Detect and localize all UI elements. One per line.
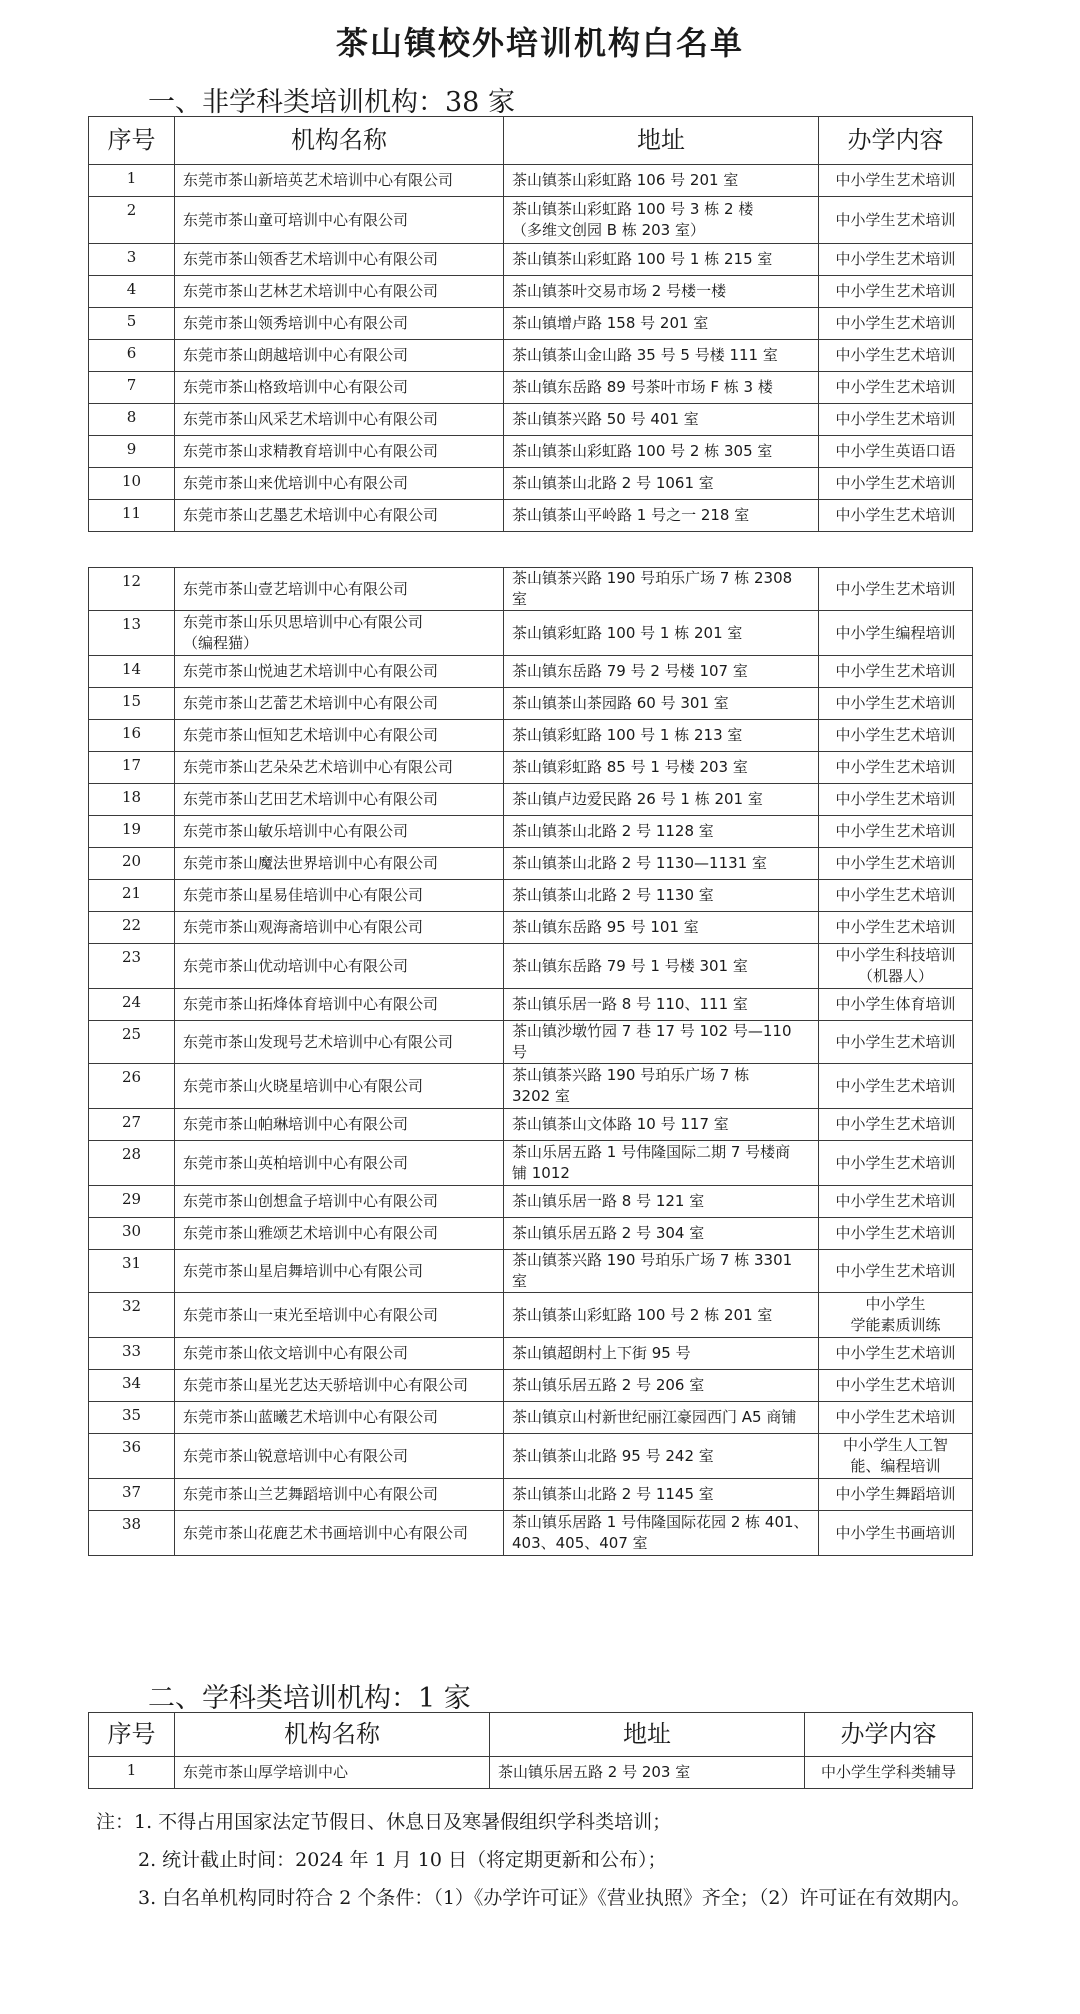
row-index: 38 xyxy=(89,1511,175,1556)
row-index: 27 xyxy=(89,1109,175,1141)
row-index: 19 xyxy=(89,816,175,848)
row-index: 1 xyxy=(89,1757,175,1789)
org-content: 中小学生艺术培训 xyxy=(819,1250,973,1293)
org-name: 东莞市茶山艺朵朵艺术培训中心有限公司 xyxy=(175,752,504,784)
org-name: 东莞市茶山帕琳培训中心有限公司 xyxy=(175,1109,504,1141)
header-address: 地址 xyxy=(490,1713,805,1757)
org-address: 茶山镇茶山文体路 10 号 117 室 xyxy=(504,1109,819,1141)
row-index: 16 xyxy=(89,720,175,752)
org-address: 茶山镇茶山北路 2 号 1130 室 xyxy=(504,880,819,912)
org-content: 中小学生艺术培训 xyxy=(819,340,973,372)
org-address: 茶山镇茶兴路 190 号珀乐广场 7 栋 3301 室 xyxy=(504,1250,819,1293)
org-address: 茶山镇京山村新世纪丽江豪园西门 A5 商铺 xyxy=(504,1402,819,1434)
org-name: 东莞市茶山领秀培训中心有限公司 xyxy=(175,308,504,340)
org-content: 中小学生艺术培训 xyxy=(819,1141,973,1186)
row-index: 24 xyxy=(89,989,175,1021)
org-name: 东莞市茶山朗越培训中心有限公司 xyxy=(175,340,504,372)
row-index: 9 xyxy=(89,436,175,468)
notes xyxy=(96,1808,986,1922)
table-row xyxy=(89,720,973,752)
row-index: 34 xyxy=(89,1370,175,1402)
org-name: 东莞市茶山拓烽体育培训中心有限公司 xyxy=(175,989,504,1021)
row-index: 5 xyxy=(89,308,175,340)
table-row xyxy=(89,1064,973,1109)
table-row xyxy=(89,276,973,308)
org-address: 茶山镇茶山彩虹路 100 号 3 栋 2 楼 （多维文创园 B 栋 203 室） xyxy=(504,197,819,244)
org-content: 中小学生编程培训 xyxy=(819,611,973,656)
table-row xyxy=(89,1186,973,1218)
org-content: 中小学生艺术培训 xyxy=(819,568,973,611)
table-row xyxy=(89,340,973,372)
org-content: 中小学生艺术培训 xyxy=(819,276,973,308)
org-address: 茶山镇东岳路 79 号 2 号楼 107 室 xyxy=(504,656,819,688)
table-row xyxy=(89,688,973,720)
table-row xyxy=(89,848,973,880)
table-row xyxy=(89,436,973,468)
table-row xyxy=(89,197,973,244)
table-row xyxy=(89,165,973,197)
section2-heading: 二、学科类培训机构：1 家 xyxy=(148,1683,471,1714)
row-index: 20 xyxy=(89,848,175,880)
org-content: 中小学生英语口语 xyxy=(819,436,973,468)
table-row xyxy=(89,752,973,784)
org-content: 中小学生学科类辅导 xyxy=(805,1757,973,1789)
table-row xyxy=(89,1141,973,1186)
org-content: 中小学生艺术培训 xyxy=(819,1021,973,1064)
row-index: 4 xyxy=(89,276,175,308)
org-content: 中小学生艺术培训 xyxy=(819,816,973,848)
row-index: 3 xyxy=(89,244,175,276)
row-index: 8 xyxy=(89,404,175,436)
org-name: 东莞市茶山格致培训中心有限公司 xyxy=(175,372,504,404)
org-address: 茶山镇彩虹路 100 号 1 栋 213 室 xyxy=(504,720,819,752)
org-address: 茶山镇增卢路 158 号 201 室 xyxy=(504,308,819,340)
section1-heading: 一、非学科类培训机构：38 家 xyxy=(148,87,515,118)
org-address: 茶山镇乐居五路 2 号 206 室 xyxy=(504,1370,819,1402)
table-row xyxy=(89,880,973,912)
org-address: 茶山镇东岳路 95 号 101 室 xyxy=(504,912,819,944)
org-name: 东莞市茶山星光艺达天骄培训中心有限公司 xyxy=(175,1370,504,1402)
table-row xyxy=(89,1479,973,1511)
table-row xyxy=(89,1218,973,1250)
org-content: 中小学生艺术培训 xyxy=(819,752,973,784)
org-address: 茶山镇东岳路 89 号茶叶市场 F 栋 3 楼 xyxy=(504,372,819,404)
non-subject-table-part1 xyxy=(88,116,973,532)
row-index: 23 xyxy=(89,944,175,989)
org-content: 中小学生艺术培训 xyxy=(819,1370,973,1402)
org-address: 茶山镇乐居一路 8 号 121 室 xyxy=(504,1186,819,1218)
org-address: 茶山镇超朗村上下街 95 号 xyxy=(504,1338,819,1370)
non-subject-table-part2 xyxy=(88,567,973,1556)
org-content: 中小学生艺术培训 xyxy=(819,308,973,340)
org-name: 东莞市茶山英柏培训中心有限公司 xyxy=(175,1141,504,1186)
row-index: 6 xyxy=(89,340,175,372)
org-content: 中小学生艺术培训 xyxy=(819,500,973,532)
row-index: 11 xyxy=(89,500,175,532)
header-address: 地址 xyxy=(504,117,819,165)
table-row xyxy=(89,468,973,500)
table-row xyxy=(89,1402,973,1434)
org-address: 茶山镇东岳路 79 号 1 号楼 301 室 xyxy=(504,944,819,989)
org-address: 茶山镇茶山茶园路 60 号 301 室 xyxy=(504,688,819,720)
row-index: 10 xyxy=(89,468,175,500)
org-address: 茶山镇乐居五路 2 号 304 室 xyxy=(504,1218,819,1250)
org-address: 茶山乐居五路 1 号伟隆国际二期 7 号楼商 铺 1012 xyxy=(504,1141,819,1186)
org-content: 中小学生艺术培训 xyxy=(819,784,973,816)
org-address: 茶山镇沙墩竹园 7 巷 17 号 102 号—110 号 xyxy=(504,1021,819,1064)
org-content: 中小学生艺术培训 xyxy=(819,720,973,752)
org-name: 东莞市茶山雅颂艺术培训中心有限公司 xyxy=(175,1218,504,1250)
row-index: 21 xyxy=(89,880,175,912)
org-content: 中小学生艺术培训 xyxy=(819,688,973,720)
header-name: 机构名称 xyxy=(175,117,504,165)
org-content: 中小学生艺术培训 xyxy=(819,404,973,436)
table-row xyxy=(89,1757,973,1789)
table-header-row xyxy=(89,1713,973,1757)
table-row xyxy=(89,989,973,1021)
row-index: 7 xyxy=(89,372,175,404)
table-row xyxy=(89,1293,973,1338)
org-content: 中小学生艺术培训 xyxy=(819,244,973,276)
org-address: 茶山镇茶山彩虹路 106 号 201 室 xyxy=(504,165,819,197)
table-row xyxy=(89,244,973,276)
header-index: 序号 xyxy=(89,1713,175,1757)
org-name: 东莞市茶山花鹿艺术书画培训中心有限公司 xyxy=(175,1511,504,1556)
org-content: 中小学生艺术培训 xyxy=(819,1218,973,1250)
table-row xyxy=(89,404,973,436)
org-name: 东莞市茶山艺蕾艺术培训中心有限公司 xyxy=(175,688,504,720)
org-content: 中小学生书画培训 xyxy=(819,1511,973,1556)
org-address: 茶山镇茶山北路 2 号 1128 室 xyxy=(504,816,819,848)
table-row xyxy=(89,816,973,848)
org-name: 东莞市茶山求精教育培训中心有限公司 xyxy=(175,436,504,468)
org-name: 东莞市茶山魔法世界培训中心有限公司 xyxy=(175,848,504,880)
org-name: 东莞市茶山优动培训中心有限公司 xyxy=(175,944,504,989)
row-index: 37 xyxy=(89,1479,175,1511)
org-content: 中小学生艺术培训 xyxy=(819,1109,973,1141)
org-content: 中小学生艺术培训 xyxy=(819,468,973,500)
org-address: 茶山镇茶山北路 2 号 1061 室 xyxy=(504,468,819,500)
table-row xyxy=(89,784,973,816)
table-row xyxy=(89,611,973,656)
table-row xyxy=(89,1109,973,1141)
org-name: 东莞市茶山创想盒子培训中心有限公司 xyxy=(175,1186,504,1218)
table-row xyxy=(89,1021,973,1064)
table-row xyxy=(89,500,973,532)
org-address: 茶山镇卢边爱民路 26 号 1 栋 201 室 xyxy=(504,784,819,816)
row-index: 2 xyxy=(89,197,175,244)
table-row xyxy=(89,568,973,611)
org-address: 茶山镇彩虹路 85 号 1 号楼 203 室 xyxy=(504,752,819,784)
org-content: 中小学生科技培训 （机器人） xyxy=(819,944,973,989)
row-index: 31 xyxy=(89,1250,175,1293)
row-index: 25 xyxy=(89,1021,175,1064)
org-name: 东莞市茶山火晓星培训中心有限公司 xyxy=(175,1064,504,1109)
org-name: 东莞市茶山壹艺培训中心有限公司 xyxy=(175,568,504,611)
header-content: 办学内容 xyxy=(805,1713,973,1757)
org-content: 中小学生舞蹈培训 xyxy=(819,1479,973,1511)
row-index: 36 xyxy=(89,1434,175,1479)
org-name: 东莞市茶山艺林艺术培训中心有限公司 xyxy=(175,276,504,308)
org-name: 东莞市茶山艺田艺术培训中心有限公司 xyxy=(175,784,504,816)
org-address: 茶山镇乐居一路 8 号 110、111 室 xyxy=(504,989,819,1021)
table-row xyxy=(89,1338,973,1370)
table-row xyxy=(89,1434,973,1479)
org-address: 茶山镇茶兴路 50 号 401 室 xyxy=(504,404,819,436)
org-content: 中小学生 学能素质训练 xyxy=(819,1293,973,1338)
row-index: 33 xyxy=(89,1338,175,1370)
org-address: 茶山镇茶兴路 190 号珀乐广场 7 栋 2308 室 xyxy=(504,568,819,611)
org-name: 东莞市茶山敏乐培训中心有限公司 xyxy=(175,816,504,848)
table-header-row xyxy=(89,117,973,165)
org-name: 东莞市茶山一束光至培训中心有限公司 xyxy=(175,1293,504,1338)
row-index: 14 xyxy=(89,656,175,688)
org-address: 茶山镇茶山北路 2 号 1145 室 xyxy=(504,1479,819,1511)
org-content: 中小学生艺术培训 xyxy=(819,848,973,880)
table-row xyxy=(89,944,973,989)
org-name: 东莞市茶山兰艺舞蹈培训中心有限公司 xyxy=(175,1479,504,1511)
org-address: 茶山镇茶山北路 95 号 242 室 xyxy=(504,1434,819,1479)
row-index: 28 xyxy=(89,1141,175,1186)
org-content: 中小学生艺术培训 xyxy=(819,197,973,244)
org-name: 东莞市茶山乐贝思培训中心有限公司 （编程猫） xyxy=(175,611,504,656)
org-address: 茶山镇乐居五路 2 号 203 室 xyxy=(490,1757,805,1789)
org-content: 中小学生艺术培训 xyxy=(819,656,973,688)
row-index: 1 xyxy=(89,165,175,197)
note-1: 注：1. 不得占用国家法定节假日、休息日及寒暑假组织学科类培训； xyxy=(96,1811,672,1833)
row-index: 26 xyxy=(89,1064,175,1109)
org-name: 东莞市茶山悦迪艺术培训中心有限公司 xyxy=(175,656,504,688)
org-content: 中小学生艺术培训 xyxy=(819,1402,973,1434)
org-name: 东莞市茶山星易佳培训中心有限公司 xyxy=(175,880,504,912)
table-row xyxy=(89,308,973,340)
header-content: 办学内容 xyxy=(819,117,973,165)
org-name: 东莞市茶山风采艺术培训中心有限公司 xyxy=(175,404,504,436)
org-address: 茶山镇茶兴路 190 号珀乐广场 7 栋 3202 室 xyxy=(504,1064,819,1109)
org-address: 茶山镇乐居路 1 号伟隆国际花园 2 栋 401、 403、405、407 室 xyxy=(504,1511,819,1556)
org-content: 中小学生艺术培训 xyxy=(819,912,973,944)
table-row xyxy=(89,1511,973,1556)
org-address: 茶山镇茶山平岭路 1 号之一 218 室 xyxy=(504,500,819,532)
row-index: 22 xyxy=(89,912,175,944)
org-content: 中小学生艺术培训 xyxy=(819,880,973,912)
org-name: 东莞市茶山童可培训中心有限公司 xyxy=(175,197,504,244)
org-name: 东莞市茶山星启舞培训中心有限公司 xyxy=(175,1250,504,1293)
table-row xyxy=(89,372,973,404)
org-name: 东莞市茶山锐意培训中心有限公司 xyxy=(175,1434,504,1479)
page-title: 茶山镇校外培训机构白名单 xyxy=(335,24,744,62)
org-name: 东莞市茶山领香艺术培训中心有限公司 xyxy=(175,244,504,276)
org-name: 东莞市茶山来优培训中心有限公司 xyxy=(175,468,504,500)
org-content: 中小学生艺术培训 xyxy=(819,1338,973,1370)
org-name: 东莞市茶山蓝曦艺术培训中心有限公司 xyxy=(175,1402,504,1434)
org-content: 中小学生艺术培训 xyxy=(819,165,973,197)
org-address: 茶山镇茶山彩虹路 100 号 2 栋 305 室 xyxy=(504,436,819,468)
table-row xyxy=(89,656,973,688)
table-row xyxy=(89,912,973,944)
row-index: 32 xyxy=(89,1293,175,1338)
org-address: 茶山镇茶山彩虹路 100 号 2 栋 201 室 xyxy=(504,1293,819,1338)
row-index: 13 xyxy=(89,611,175,656)
header-name: 机构名称 xyxy=(175,1713,490,1757)
table-row xyxy=(89,1370,973,1402)
note-3: 3. 白名单机构同时符合 2 个条件：（1）《办学许可证》《营业执照》齐全；（2）许可证在有效期内。 xyxy=(138,1887,971,1909)
table-row xyxy=(89,1250,973,1293)
header-index: 序号 xyxy=(89,117,175,165)
org-address: 茶山镇茶山彩虹路 100 号 1 栋 215 室 xyxy=(504,244,819,276)
org-name: 东莞市茶山新培英艺术培训中心有限公司 xyxy=(175,165,504,197)
org-address: 茶山镇茶山金山路 35 号 5 号楼 111 室 xyxy=(504,340,819,372)
org-name: 东莞市茶山发现号艺术培训中心有限公司 xyxy=(175,1021,504,1064)
row-index: 18 xyxy=(89,784,175,816)
subject-table xyxy=(88,1712,973,1789)
org-address: 茶山镇茶叶交易市场 2 号楼一楼 xyxy=(504,276,819,308)
row-index: 35 xyxy=(89,1402,175,1434)
org-name: 东莞市茶山依文培训中心有限公司 xyxy=(175,1338,504,1370)
org-address: 茶山镇茶山北路 2 号 1130—1131 室 xyxy=(504,848,819,880)
org-content: 中小学生艺术培训 xyxy=(819,1064,973,1109)
org-name: 东莞市茶山恒知艺术培训中心有限公司 xyxy=(175,720,504,752)
org-address: 茶山镇彩虹路 100 号 1 栋 201 室 xyxy=(504,611,819,656)
row-index: 12 xyxy=(89,568,175,611)
note-2: 2. 统计截止时间：2024 年 1 月 10 日（将定期更新和公布）； xyxy=(138,1849,667,1871)
row-index: 17 xyxy=(89,752,175,784)
org-name: 东莞市茶山厚学培训中心 xyxy=(175,1757,490,1789)
row-index: 29 xyxy=(89,1186,175,1218)
row-index: 30 xyxy=(89,1218,175,1250)
row-index: 15 xyxy=(89,688,175,720)
org-name: 东莞市茶山艺墨艺术培训中心有限公司 xyxy=(175,500,504,532)
org-name: 东莞市茶山观海斋培训中心有限公司 xyxy=(175,912,504,944)
org-content: 中小学生体育培训 xyxy=(819,989,973,1021)
org-content: 中小学生艺术培训 xyxy=(819,372,973,404)
org-content: 中小学生人工智 能、编程培训 xyxy=(819,1434,973,1479)
org-content: 中小学生艺术培训 xyxy=(819,1186,973,1218)
